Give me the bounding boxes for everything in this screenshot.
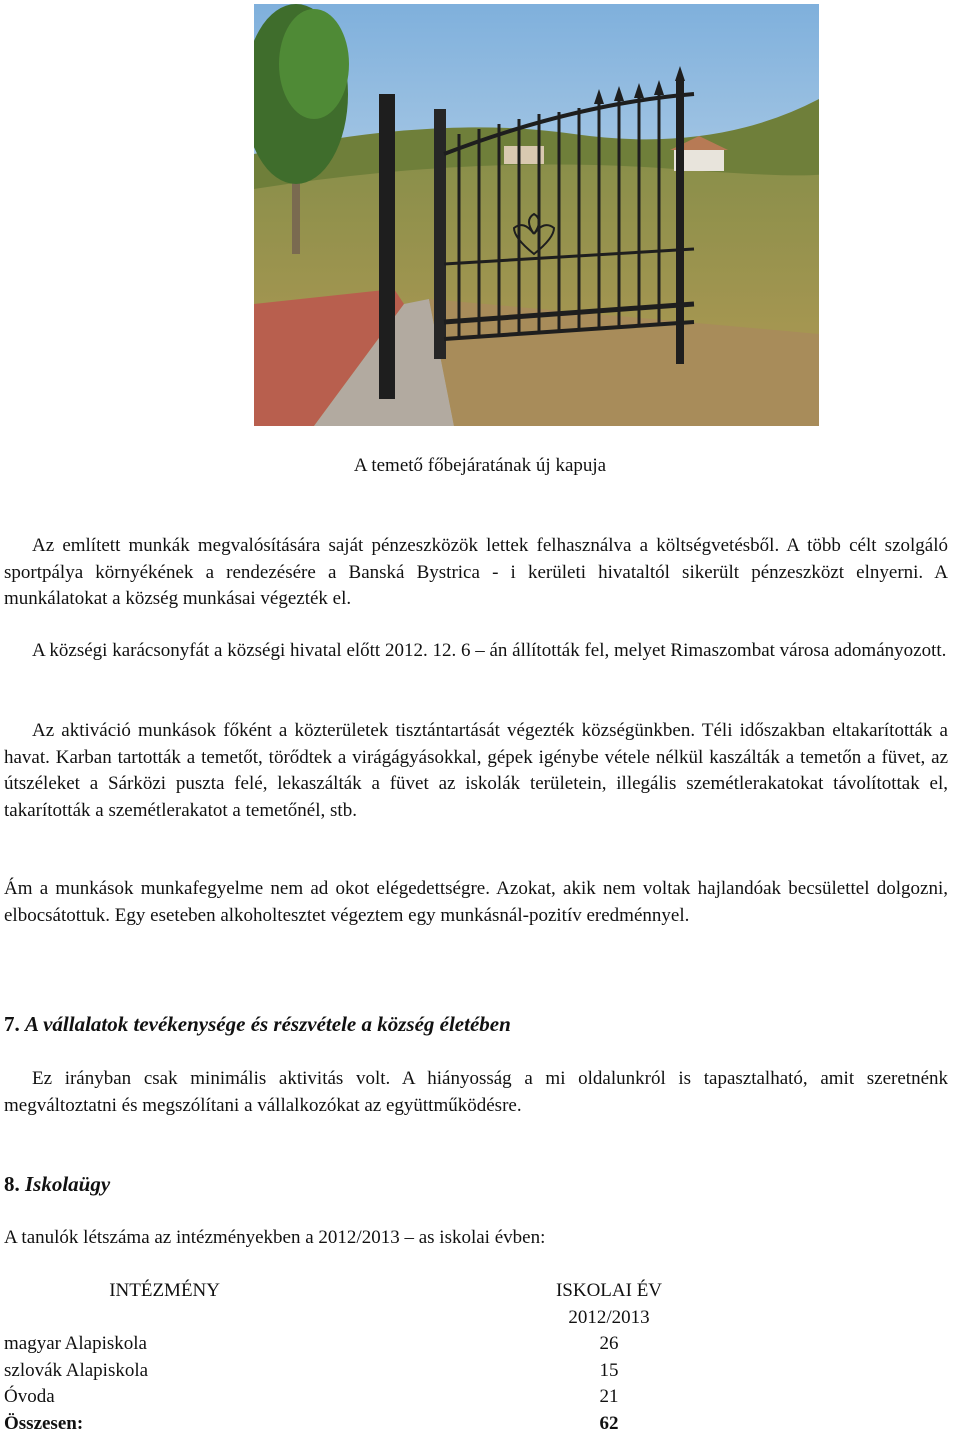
section-7-paragraph bbox=[4, 1066, 948, 1119]
paragraph-activation-workers bbox=[4, 718, 948, 824]
table-header-institution: INTÉZMÉNY bbox=[4, 1278, 220, 1305]
table-total-label: Összesen: bbox=[4, 1411, 83, 1437]
table-row bbox=[4, 1384, 704, 1411]
section-7-heading bbox=[4, 1010, 948, 1038]
paragraph-christmas-tree-text: A községi karácsonyfát a községi hivatal előtt 2012. 12. 6 – án állították fel, melyet Rimaszombat városa adományozott. bbox=[4, 640, 946, 661]
students-table bbox=[4, 1278, 704, 1437]
table-total-value: 62 bbox=[544, 1411, 674, 1437]
paragraph-funding-text: Az említett munkák megvalósítására saját pénzeszközök lettek felhasználva a költségvetésből. A több célt szolgáló sportpálya környékének a rendezésére a Banská Bystrica - i kerületi hivataltól sikerült pénzeszközt elnyerni. A munkálatokat a község munkásai végezték el. bbox=[4, 535, 948, 609]
gate-photo-illustration bbox=[254, 4, 819, 426]
table-row-value: 26 bbox=[544, 1331, 674, 1358]
section-8-intro-text: A tanulók létszáma az intézményekben a 2012/2013 – as iskolai évben: bbox=[4, 1227, 545, 1248]
table-row-label: szlovák Alapiskola bbox=[4, 1358, 148, 1385]
table-row bbox=[4, 1358, 704, 1385]
table-row bbox=[4, 1331, 704, 1358]
section-8-number: 8. bbox=[4, 1172, 20, 1196]
paragraph-funding bbox=[4, 533, 948, 613]
table-total-row bbox=[4, 1411, 704, 1437]
table-header-row bbox=[4, 1278, 704, 1305]
paragraph-activation-workers-text: Az aktiváció munkások főként a közterületek tisztántartását végezték községünkben. Téli időszakban eltakarították a havat. Karban tartották a temetőt, törődtek a virágágyásokkal, gépek igénybe vétele nélkül kaszálták a temetőn a füvet, az útszéleket a Sárközi puszta felé, lekaszálták a füvet az iskolák területein, illegális szemétlerakatokat távolítottak el, takarították a szemétlerakatot a temetőnél, stb. bbox=[4, 720, 948, 821]
section-7-number: 7. bbox=[4, 1012, 20, 1036]
photo-caption: A temető főbejáratának új kapuja bbox=[0, 454, 960, 478]
table-row-label: Óvoda bbox=[4, 1384, 55, 1411]
section-7-text: Ez irányban csak minimális aktivitás volt. A hiányosság a mi oldalunkról is tapasztalható, amit szeretnénk megváltoztatni és megszólítani a vállalkozókat az együttműködésre. bbox=[4, 1068, 948, 1116]
section-8-heading bbox=[4, 1170, 948, 1198]
table-row-value: 15 bbox=[544, 1358, 674, 1385]
table-row-label: magyar Alapiskola bbox=[4, 1331, 147, 1358]
table-row-value: 21 bbox=[544, 1384, 674, 1411]
table-header-year-value: 2012/2013 bbox=[544, 1305, 674, 1332]
paragraph-christmas-tree bbox=[4, 638, 948, 665]
table-subheader-row bbox=[4, 1305, 704, 1332]
paragraph-work-discipline bbox=[4, 876, 948, 929]
gate-photo bbox=[254, 4, 819, 426]
table-header-school-year: ISKOLAI ÉV bbox=[544, 1278, 674, 1305]
paragraph-work-discipline-text: Ám a munkások munkafegyelme nem ad okot elégedettségre. Azokat, akik nem voltak hajlandóak becsülettel dolgozni, elbocsátottuk. Egy eseteben alkoholtesztet végeztem egy munkásnál-pozitív eredménnyel. bbox=[4, 878, 948, 926]
section-7-title: A vállalatok tevékenysége és részvétele a község életében bbox=[25, 1012, 511, 1036]
section-8-intro bbox=[4, 1225, 948, 1252]
section-8-title: Iskolaügy bbox=[25, 1172, 110, 1196]
